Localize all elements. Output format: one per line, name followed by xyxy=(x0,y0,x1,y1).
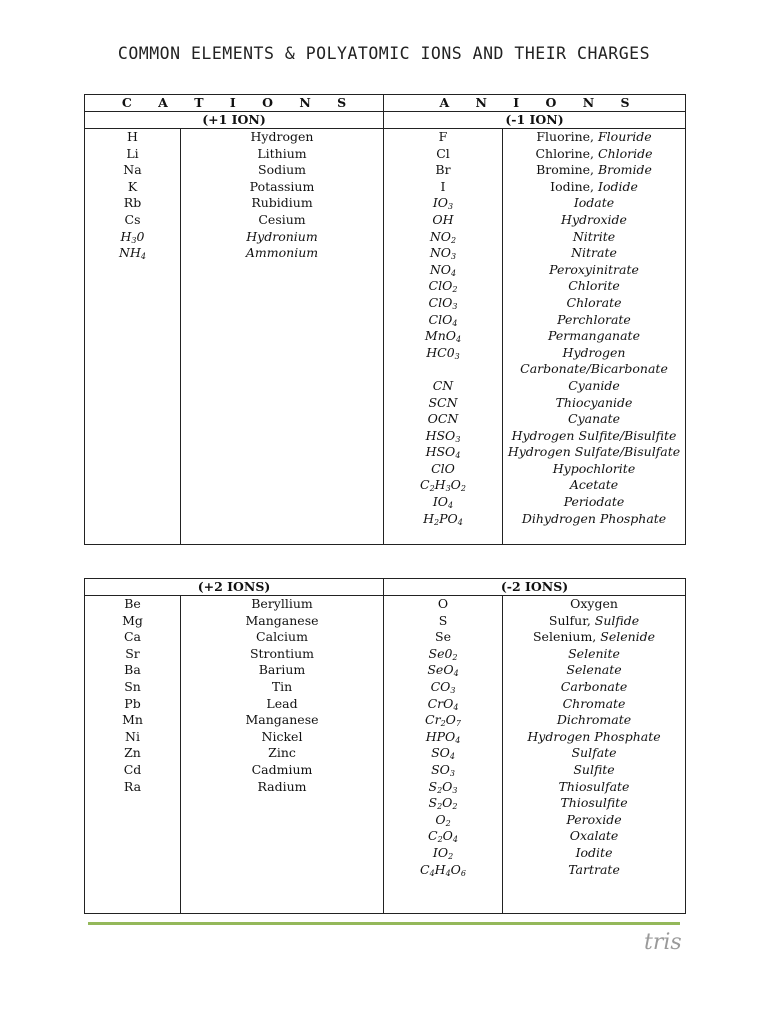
cation-symbol: Rb xyxy=(123,195,142,211)
anion-name: Peroxide xyxy=(566,811,622,827)
anion-name: Dihydrogen Phosphate xyxy=(521,510,667,526)
cation-symbol: Sr xyxy=(125,645,140,661)
cation-symbol: Li xyxy=(126,145,139,161)
cation-name: Lithium xyxy=(257,145,307,161)
plus2-header: (+2 IONS) xyxy=(85,579,384,596)
cation-symbol: Cd xyxy=(123,761,142,777)
cation-name: Cesium xyxy=(258,211,306,227)
anion-symbol: $O_2$ xyxy=(435,811,451,828)
cation-name: Hydrogen xyxy=(250,129,314,144)
anion-name: Fluorine, Flouride xyxy=(536,129,652,144)
anion-symbol: CrO$_4$ xyxy=(427,695,459,712)
anion-symbol: ClO$_3$ xyxy=(428,294,458,311)
anion-symbol: $C_4H_4O_6$ xyxy=(420,861,467,878)
divalent-ions-table xyxy=(84,578,686,914)
anion-symbol: $IO_4$ xyxy=(432,494,454,511)
anion-symbol: OCN xyxy=(427,411,459,427)
anion-name: Hydrogen Phosphate xyxy=(527,728,661,744)
anion-symbol: $IO_2$ xyxy=(432,844,454,861)
cation-symbol: Na xyxy=(123,162,142,178)
anion-name: Hypochlorite xyxy=(552,460,636,476)
anion-symbol: $CO_3$ xyxy=(430,678,456,695)
anion-name: Periodate xyxy=(563,494,625,510)
anion-symbol xyxy=(384,361,502,378)
anion-name: Oxalate xyxy=(569,828,619,844)
cation-name: Potassium xyxy=(249,178,315,194)
anion-symbol: SeO$_4$ xyxy=(427,662,459,679)
cation-name: Cadmium xyxy=(251,761,313,777)
cation-name: Nickel xyxy=(261,728,303,744)
cation-name: Beryllium xyxy=(251,596,313,611)
anion-name: Bromine, Bromide xyxy=(536,162,652,178)
anion-name: Thiosulfate xyxy=(558,778,630,794)
anion-symbol: $S_2O_2$ xyxy=(428,795,458,812)
cation-symbol: Ba xyxy=(124,662,141,678)
anion-name: Thiosulfite xyxy=(560,795,628,811)
anion-name: Iodate xyxy=(573,195,615,211)
anion-name: Sulfite xyxy=(573,761,615,777)
anion-symbol: $C_2O_4$ xyxy=(428,828,459,845)
cation-symbol: Be xyxy=(124,596,141,611)
anion-symbol: $HSO_4$ xyxy=(425,444,461,461)
cation-symbol-column xyxy=(85,596,181,914)
cation-name: Zinc xyxy=(268,745,296,761)
cation-name: Hydronium xyxy=(246,228,318,244)
cation-name: Manganese xyxy=(245,712,319,728)
cation-symbol: Zn xyxy=(124,745,141,761)
anion-name: Nitrate xyxy=(571,245,617,261)
divider-rule xyxy=(88,922,680,925)
anion-symbol: $SO_3$ xyxy=(431,761,455,778)
anion-name: Chlorine, Chloride xyxy=(535,145,653,161)
anion-symbol: $Se0_2$ xyxy=(428,645,458,662)
anion-name-column xyxy=(503,129,686,545)
anion-symbol: $C_2H_3O_2$ xyxy=(419,477,466,494)
anion-name: Chromate xyxy=(562,695,626,711)
cation-name: Rubidium xyxy=(251,195,313,211)
cation-name: Barium xyxy=(258,662,306,678)
anion-symbol: ClO xyxy=(431,460,455,476)
anion-name: Oxygen xyxy=(570,596,618,611)
cation-name: Tin xyxy=(271,678,293,694)
cation-name-column xyxy=(181,596,384,914)
anion-symbol: $IO_3$ xyxy=(432,195,454,212)
anion-name: Chlorite xyxy=(568,278,620,294)
cation-symbol: Sn xyxy=(124,678,141,694)
anion-symbol: S xyxy=(438,612,448,628)
anion-symbol: F xyxy=(438,129,448,144)
cation-symbol: Pb xyxy=(124,695,141,711)
anion-name: Selenate xyxy=(566,662,622,678)
anion-symbol-column xyxy=(384,129,503,545)
anion-name: Peroxyinitrate xyxy=(549,261,639,277)
cation-symbol: K xyxy=(127,178,138,194)
cation-symbol: Ca xyxy=(123,629,142,645)
signature: tris xyxy=(644,930,682,955)
cation-symbol: $NH_4$ xyxy=(119,245,146,262)
monovalent-ions-table xyxy=(84,94,686,545)
anion-symbol: Cl xyxy=(436,145,450,161)
minus2-header: (-2 IONS) xyxy=(384,579,686,596)
anion-name: Thiocyanide xyxy=(555,394,633,410)
anion-symbol: $S_2O_3$ xyxy=(428,778,458,795)
anion-symbol: Se xyxy=(435,629,451,645)
cation-symbol: Mn xyxy=(122,712,143,728)
anion-name: Cyanate xyxy=(568,411,621,427)
anion-name: Permanganate xyxy=(548,328,640,344)
anion-name: Tartrate xyxy=(568,861,620,877)
cations-header: C A T I O N S xyxy=(85,95,384,112)
anion-name: Carbonate/Bicarbonate xyxy=(520,361,668,377)
anion-symbol: $SO_4$ xyxy=(431,745,455,762)
anion-name: Sulfur, Sulfide xyxy=(548,612,640,628)
anion-symbol: ClO$_4$ xyxy=(428,311,458,328)
anion-name: Iodine, Iodide xyxy=(550,178,638,194)
anion-symbol: $HC0_3$ xyxy=(426,344,460,361)
anion-symbol: SCN xyxy=(428,394,458,410)
anion-name: Iodite xyxy=(575,844,613,860)
cation-symbol: Ni xyxy=(125,728,140,744)
anion-symbol: $HSO_3$ xyxy=(425,427,461,444)
anion-symbol: Br xyxy=(435,162,451,178)
anion-symbol: $H_2PO_4$ xyxy=(423,510,463,527)
anion-name: Hydrogen xyxy=(562,344,626,360)
cation-symbol: $H_30$ xyxy=(120,228,145,245)
cation-symbol: H xyxy=(127,129,138,144)
anion-symbol: O xyxy=(437,596,449,611)
cation-symbol: Mg xyxy=(122,612,143,628)
anion-symbol: $HPO_4$ xyxy=(425,728,461,745)
cation-name-column xyxy=(181,129,384,545)
plus1-header: (+1 ION) xyxy=(85,112,384,129)
anions-header: A N I O N S xyxy=(384,95,686,112)
anion-name: Carbonate xyxy=(560,678,628,694)
anion-name: Acetate xyxy=(569,477,619,493)
minus1-header: (-1 ION) xyxy=(384,112,686,129)
page-title: COMMON ELEMENTS & POLYATOMIC IONS AND THEIR CHARGES xyxy=(117,44,651,63)
cation-name: Radium xyxy=(257,778,307,794)
cation-name: Calcium xyxy=(256,629,308,645)
anion-symbol: $NO_4$ xyxy=(429,261,457,278)
cation-symbol: Cs xyxy=(124,211,141,227)
anion-name: Hydrogen Sulfite/Bisulfite xyxy=(511,427,677,443)
anion-name: Dichromate xyxy=(556,712,632,728)
cation-name: Lead xyxy=(266,695,298,711)
anion-symbol: MnO$_4$ xyxy=(424,328,462,345)
anion-symbol: $Cr_2O_7$ xyxy=(425,712,461,729)
anion-name: Perchlorate xyxy=(557,311,631,327)
anion-name: Selenite xyxy=(568,645,620,661)
anion-symbol: ClO$_2$ xyxy=(428,278,458,295)
anion-name: Hydroxide xyxy=(561,211,627,227)
anion-name-column xyxy=(503,596,686,914)
anion-symbol: $NO_3$ xyxy=(429,245,457,262)
anion-symbol: $NO_2$ xyxy=(429,228,457,245)
anion-symbol: OH xyxy=(432,211,454,227)
cation-name: Manganese xyxy=(245,612,319,628)
cation-symbol-column xyxy=(85,129,181,545)
anion-name: Chlorate xyxy=(566,294,622,310)
cation-name: Strontium xyxy=(249,645,315,661)
cation-name: Sodium xyxy=(258,162,306,178)
anion-symbol-column xyxy=(384,596,503,914)
cation-symbol: Ra xyxy=(123,778,142,794)
anion-symbol: I xyxy=(440,178,446,194)
anion-name: Cyanide xyxy=(568,377,620,393)
anion-name: Sulfate xyxy=(571,745,617,761)
anion-symbol: CN xyxy=(432,377,454,393)
anion-name: Hydrogen Sulfate/Bisulfate xyxy=(507,444,681,460)
anion-name: Nitrite xyxy=(572,228,616,244)
anion-name: Selenium, Selenide xyxy=(532,629,656,645)
cation-name: Ammonium xyxy=(245,245,319,261)
